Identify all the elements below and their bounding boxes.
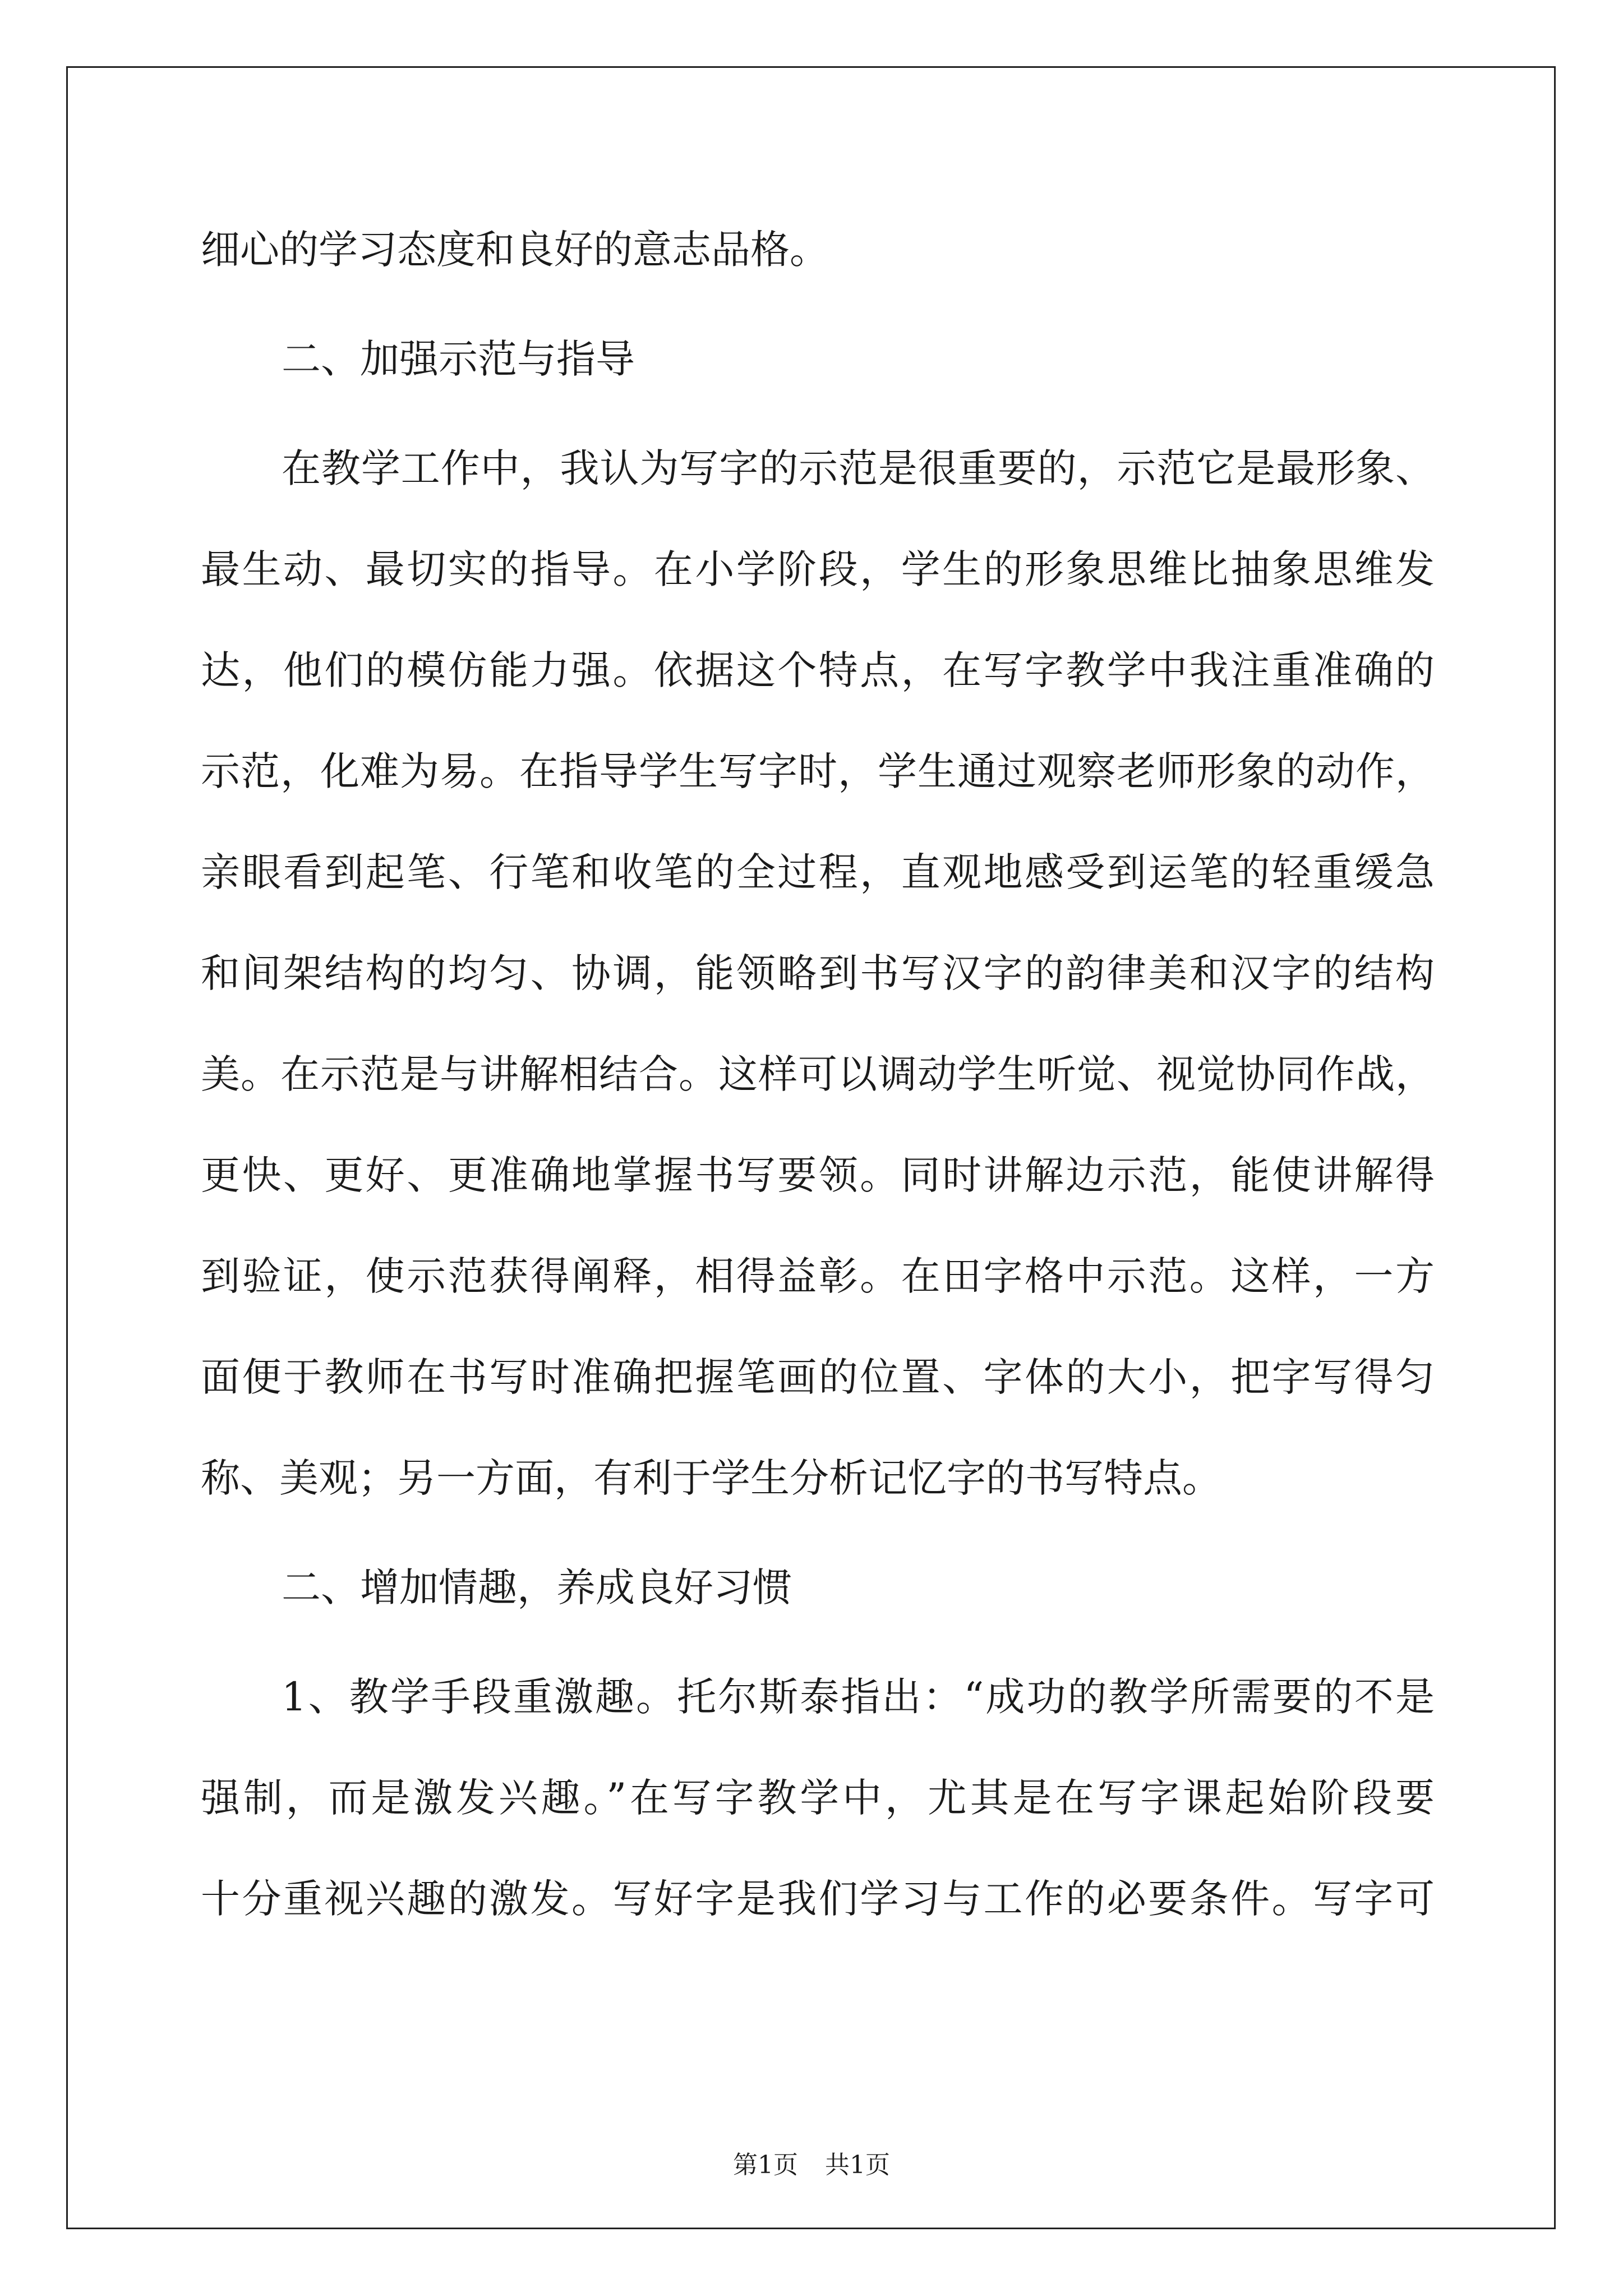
page-number-total: 共1页 <box>825 2151 890 2179</box>
page-number-current: 第1页 <box>733 2151 798 2179</box>
paragraph-line: 称、美观；另一方面，有利于学生分析记忆字的书写特点。 <box>201 1455 1221 1501</box>
paragraph-line: 亲眼看到起笔、行笔和收笔的全过程，直观地感受到运笔的轻重缓急 <box>201 849 1435 895</box>
paragraph-line: 达，他们的模仿能力强。依据这个特点，在写字教学中我注重准确的 <box>201 647 1435 693</box>
text-line: 细心的学习态度和良好的意志品格。 <box>201 227 829 273</box>
section-heading: 二、加强示范与指导 <box>282 336 635 382</box>
paragraph-line: 到验证，使示范获得阐释，相得益彰。在田字格中示范。这样，一方 <box>201 1253 1435 1299</box>
paragraph-line: 示范，化难为易。在指导学生写字时，学生通过观察老师形象的动作， <box>201 748 1435 794</box>
paragraph-line: 和间架结构的均匀、协调，能领略到书写汉字的韵律美和汉字的结构 <box>201 950 1435 996</box>
paragraph-line: 更快、更好、更准确地掌握书写要领。同时讲解边示范，能使讲解得 <box>201 1152 1435 1198</box>
section-heading: 二、增加情趣，养成良好习惯 <box>282 1565 792 1611</box>
page-footer <box>0 2148 1623 2182</box>
paragraph-line: 强制，而是激发兴趣。”在写字教学中，尤其是在写字课起始阶段要 <box>201 1775 1435 1821</box>
paragraph-line: 面便于教师在书写时准确把握笔画的位置、字体的大小，把字写得匀 <box>201 1354 1435 1400</box>
paragraph-line: 最生动、最切实的指导。在小学阶段，学生的形象思维比抽象思维发 <box>201 546 1435 592</box>
paragraph-line: 十分重视兴趣的激发。写好字是我们学习与工作的必要条件。写字可 <box>201 1876 1435 1922</box>
paragraph-line: 在教学工作中，我认为写字的示范是很重要的，示范它是最形象、 <box>282 445 1435 491</box>
paragraph-line: 美。在示范是与讲解相结合。这样可以调动学生听觉、视觉协同作战， <box>201 1051 1435 1097</box>
paragraph-line: 1、教学手段重激趣。托尔斯泰指出：“成功的教学所需要的不是 <box>282 1674 1435 1720</box>
